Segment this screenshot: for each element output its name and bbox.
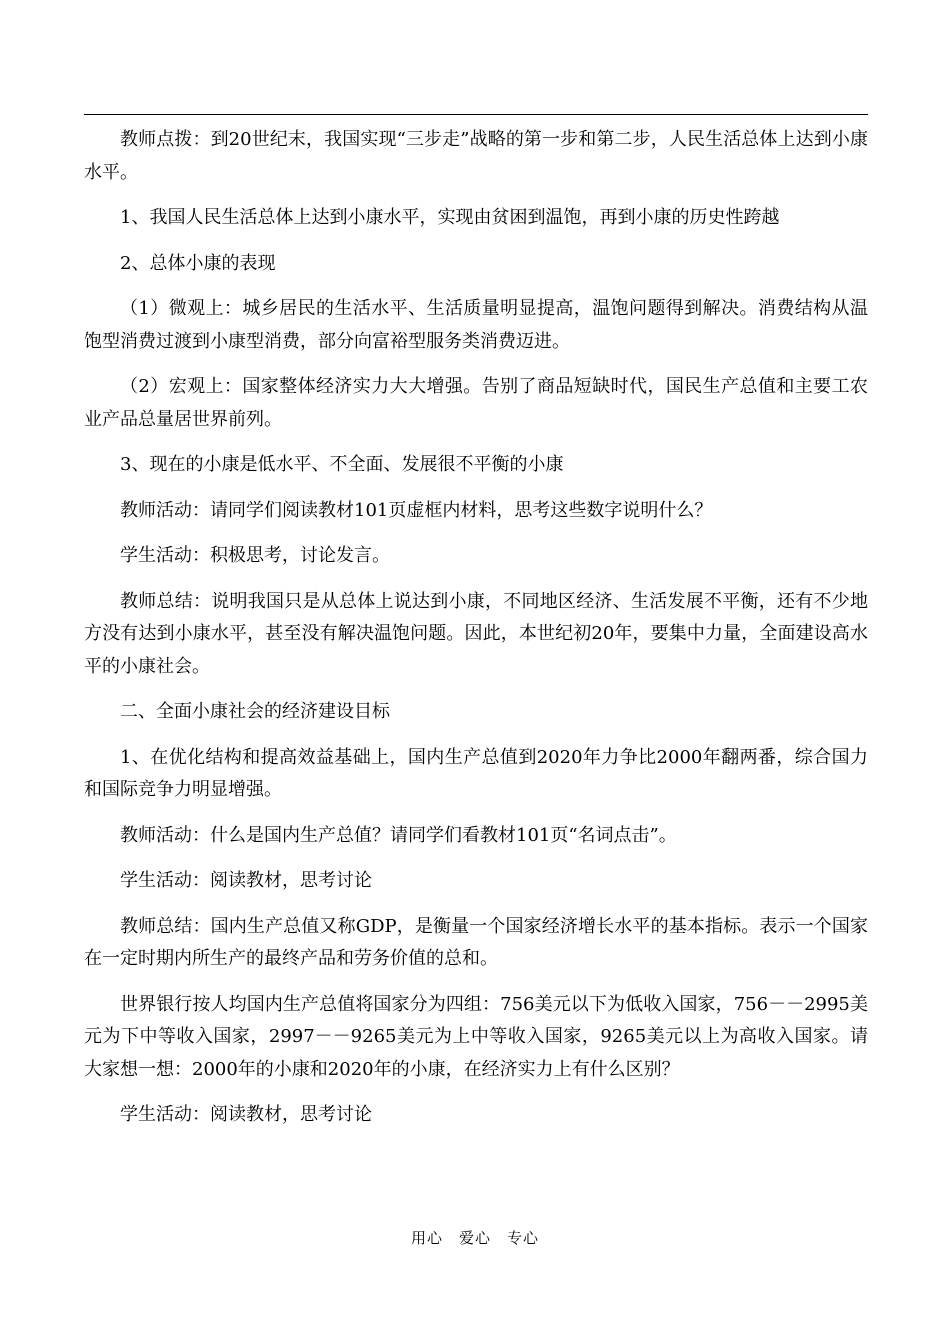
paragraph-point-1: 1、我国人民生活总体上达到小康水平，实现由贫困到温饱，再到小康的历史性跨越 — [120, 207, 780, 228]
paragraph-point-2: 2、总体小康的表现 — [120, 252, 276, 274]
paragraph-teacher-summary-1: 教师总结：说明我国只是从总体上说达到小康，不同地区经济、生活发展不平衡，还有不少地方没有达到小康水平，甚至没有解决温饱问题。因此，本世纪初20年，要集中力量，全面建设高水平的小康社会。 — [84, 590, 868, 677]
paragraph-teacher-summary-2: 教师总结：国内生产总值又称GDP，是衡量一个国家经济增长水平的基本指标。表示一个国家在一定时期内所生产的最终产品和劳务价值的总和。 — [84, 915, 868, 969]
paragraph-macro: （2）宏观上：国家整体经济实力大大增强。告别了商品短缺时代，国民生产总值和主要工农业产品总量居世界前列。 — [84, 376, 868, 430]
paragraph-goal-1: 1、在优化结构和提高效益基础上，国内生产总值到2020年力争比2000年翻两番，综合国力和国际竞争力明显增强。 — [84, 746, 868, 800]
paragraph-student-activity-1: 学生活动：积极思考，讨论发言。 — [120, 545, 390, 566]
paragraph-student-activity-3: 学生活动：阅读教材，思考讨论 — [120, 1104, 372, 1125]
page-footer: 用心 爱心 专心 — [410, 1229, 539, 1247]
paragraph-student-activity-2: 学生活动：阅读教材，思考讨论 — [120, 870, 372, 891]
paragraph-world-bank: 世界银行按人均国内生产总值将国家分为四组：756美元以下为低收入国家，756－－2995美元为下中等收入国家，2997－－9265美元为上中等收入国家，9265美元以上为高收入国家。请大家想一想：2000年的小康和2020年的小康，在经济实力上有什么区别？ — [84, 993, 868, 1080]
paragraph-teacher-activity-2: 教师活动：什么是国内生产总值？请同学们看教材101页“名词点击”。 — [120, 824, 677, 846]
paragraph-teacher-guidance: 教师点拨：到20世纪末，我国实现“三步走”战略的第一步和第二步，人民生活总体上达到小康水平。 — [84, 129, 868, 183]
paragraph-teacher-activity-1: 教师活动：请同学们阅读教材101页虚框内材料，思考这些数字说明什么？ — [120, 499, 713, 521]
paragraph-micro: （1）微观上：城乡居民的生活水平、生活质量明显提高，温饱问题得到解决。消费结构从温饱型消费过渡到小康型消费，部分向富裕型服务类消费迈进。 — [84, 298, 868, 352]
paragraph-point-3: 3、现在的小康是低水平、不全面、发展很不平衡的小康 — [120, 454, 564, 475]
header-rule — [84, 114, 868, 115]
document-body — [84, 124, 868, 1145]
section-heading-economic-goals: 二、全面小康社会的经济建设目标 — [120, 701, 390, 722]
